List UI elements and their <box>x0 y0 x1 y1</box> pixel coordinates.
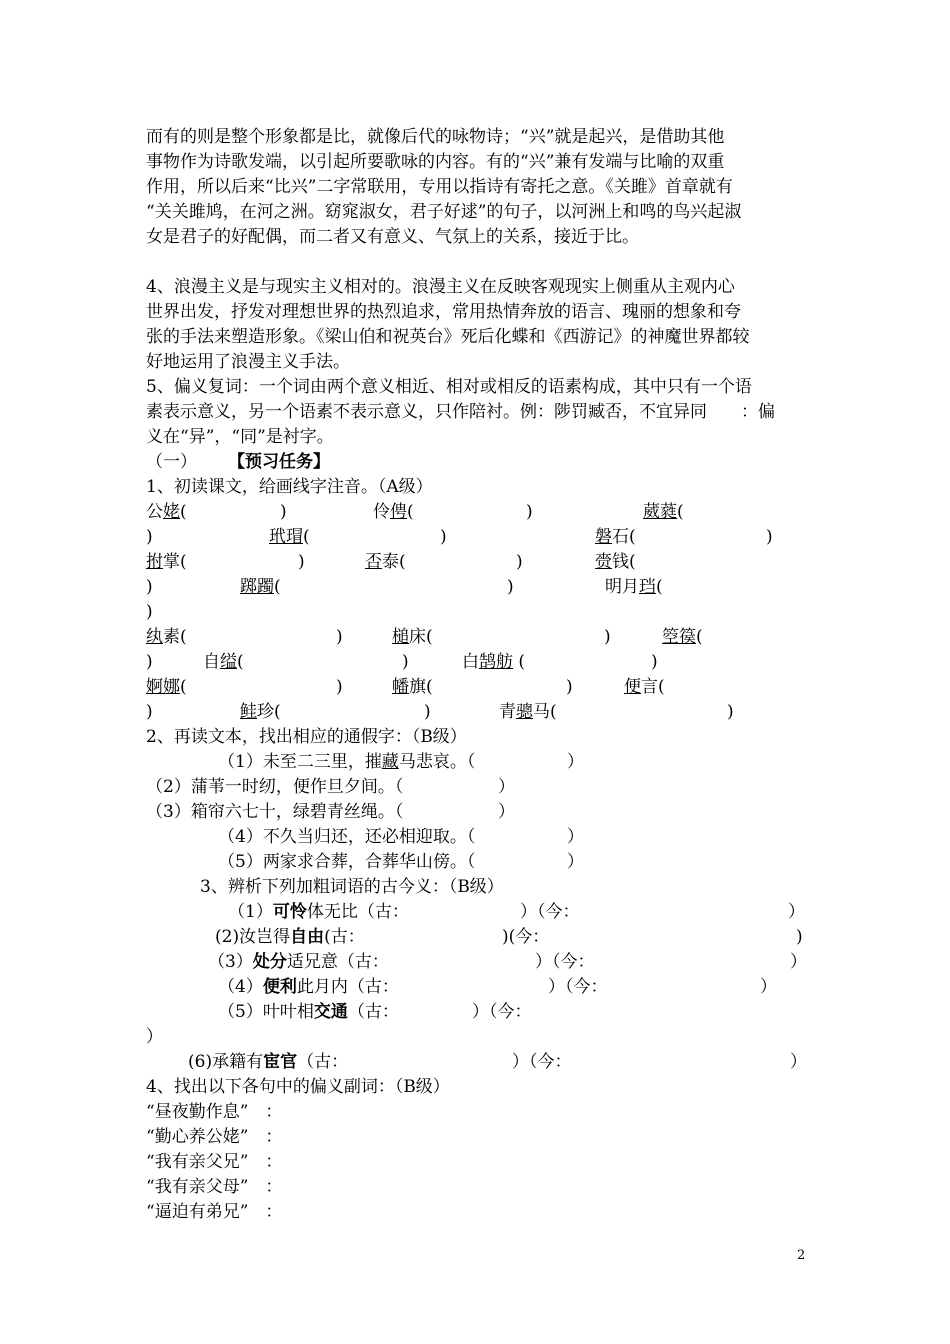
pinyin-close: ) <box>516 552 523 572</box>
question-heading: 4、找出以下各句中的偏义副词：（B级） <box>146 1077 450 1097</box>
pinyin-item: 伶俜( <box>373 502 414 522</box>
body-text-line: 5、偏义复词：一个词由两个意义相近、相对或相反的语素构成，其中只有一个语 <box>146 377 752 397</box>
body-text-line: 张的手法来塑造形象。《梁山伯和祝英台》死后化蝶和《西游记》的神魔世界都较 <box>146 327 750 347</box>
body-text-line: 4、浪漫主义是与现实主义相对的。浪漫主义在反映客观现实上侧重从主观内心 <box>146 277 735 297</box>
pinyin-item: 婀娜( <box>146 677 187 697</box>
pianyi-item: “勤心养公姥” ： <box>146 1127 283 1147</box>
body-text-line: 女是君子的好配偶，而二者又有意义、气氛上的关系，接近于比。 <box>146 227 639 247</box>
gujin-item: （1）可怜体无比（古： <box>228 902 409 922</box>
gujin-item: （4）便利此月内（古： <box>218 977 399 997</box>
gujin-item: (6)承籍有宦官（古： <box>188 1052 349 1072</box>
pinyin-item: 自缢( <box>203 652 244 672</box>
section-number: （一） <box>146 452 197 472</box>
pianyi-item: “我有亲父母” ： <box>146 1177 283 1197</box>
pinyin-item: 明月珰( <box>605 577 663 597</box>
gujin-close: ） <box>790 952 807 972</box>
pinyin-close: ) <box>336 627 343 647</box>
pinyin-item: 拊掌( <box>146 552 187 572</box>
pinyin-close: ) <box>766 527 773 547</box>
gujin-item: （5）叶叶相交通（古： <box>218 1002 399 1022</box>
pinyin-close: ) <box>146 702 153 722</box>
pianyi-item: “昼夜勤作息” ： <box>146 1102 283 1122</box>
tongjia-close: ） <box>498 802 515 822</box>
tongjia-item: （1）未至二三里，摧藏马悲哀。（ <box>218 752 476 772</box>
pinyin-item: 白鹄舫 ( <box>462 652 526 672</box>
pinyin-item: 纨素( <box>146 627 187 647</box>
pinyin-close: ) <box>440 527 447 547</box>
pinyin-close: ) <box>526 502 533 522</box>
pinyin-close: ) <box>146 602 153 622</box>
question-heading: 2、再读文本，找出相应的通假字：（B级） <box>146 727 467 747</box>
gujin-item: (2)汝岂得自由(古： <box>215 927 365 947</box>
pinyin-item: 公姥( <box>146 502 187 522</box>
pinyin-close: ) <box>566 677 573 697</box>
pinyin-item: 便言( <box>624 677 665 697</box>
body-text-line: 好地运用了浪漫主义手法。 <box>146 352 350 372</box>
pianyi-item: “逼迫有弟兄” ： <box>146 1202 283 1222</box>
pinyin-item: 幡旗( <box>392 677 433 697</box>
body-text-line: “关关雎鸠，在河之洲。窈窕淑女，君子好逑”的句子，以河洲上和鸣的鸟兴起淑 <box>146 202 742 222</box>
pinyin-close: ) <box>507 577 514 597</box>
pinyin-close: ) <box>146 652 153 672</box>
pinyin-close: ) <box>336 677 343 697</box>
body-text-line: 作用，所以后来“比兴”二字常联用，专用以指诗有寄托之意。《关雎》首章就有 <box>146 177 733 197</box>
body-text-line: 而有的则是整个形象都是比，就像后代的咏物诗；“兴”就是起兴，是借助其他 <box>146 127 725 147</box>
pinyin-item: 踯躅( <box>240 577 281 597</box>
gujin-close: ） <box>146 1027 163 1047</box>
gujin-close: ) <box>796 927 803 947</box>
gujin-close: ） <box>788 902 805 922</box>
gujin-item: ）（今： <box>535 952 595 972</box>
pinyin-item: 葳蕤( <box>643 502 684 522</box>
gujin-item: （3）处分适兄意（古： <box>208 952 389 972</box>
gujin-item: ）（今： <box>512 1052 572 1072</box>
question-heading: 3、辨析下列加粗词语的古今义：（B级） <box>200 877 504 897</box>
pinyin-close: ) <box>402 652 409 672</box>
tongjia-item: （3）箱帘六七十，绿碧青丝绳。（ <box>146 802 404 822</box>
gujin-item: ）（今： <box>520 902 580 922</box>
gujin-close: ） <box>760 977 777 997</box>
pinyin-item: 玳瑁( <box>269 527 310 547</box>
pinyin-item: 青骢马( <box>499 702 557 722</box>
gujin-item: ）（今： <box>472 1002 532 1022</box>
pinyin-close: ) <box>651 652 658 672</box>
question-heading: 1、初读课文，给画线字注音。（A级） <box>146 477 433 497</box>
pinyin-close: ) <box>146 527 153 547</box>
pinyin-close: ) <box>424 702 431 722</box>
gujin-item: ）（今： <box>548 977 608 997</box>
gujin-close: ） <box>790 1052 807 1072</box>
pinyin-item: 槌床( <box>392 627 433 647</box>
body-text-line: 素表示意义，另一个语素不表示意义，只作陪衬。例：陟罚臧否，不宜异同 ：偏 <box>146 402 775 422</box>
tongjia-item: （5）两家求合葬，合葬华山傍。（ <box>218 852 476 872</box>
pinyin-close: ) <box>146 577 153 597</box>
pinyin-item: 鲑珍( <box>240 702 281 722</box>
pinyin-item: 磐石( <box>595 527 636 547</box>
pinyin-item: 赍钱( <box>595 552 636 572</box>
tongjia-close: ） <box>567 852 584 872</box>
pinyin-close: ) <box>280 502 287 522</box>
tongjia-close: ） <box>567 752 584 772</box>
tongjia-item: （4）不久当归还，还必相迎取。（ <box>218 827 476 847</box>
pinyin-close: ) <box>727 702 734 722</box>
section-title: 【预习任务】 <box>228 452 330 472</box>
pinyin-close: ) <box>604 627 611 647</box>
tongjia-close: ） <box>498 777 515 797</box>
body-text-line: 义在“异”，“同”是衬字。 <box>146 427 334 447</box>
pianyi-item: “我有亲父兄” ： <box>146 1152 283 1172</box>
body-text-line: 事物作为诗歌发端，以引起所要歌咏的内容。有的“兴”兼有发端与比喻的双重 <box>146 152 725 172</box>
pinyin-close: ) <box>298 552 305 572</box>
tongjia-close: ） <box>567 827 584 847</box>
pinyin-item: 否泰( <box>365 552 406 572</box>
gujin-item: )(今： <box>502 927 550 947</box>
tongjia-item: （2）蒲苇一时纫，便作旦夕间。（ <box>146 777 404 797</box>
page-number: 2 <box>797 1248 806 1263</box>
pinyin-item: 箜篌( <box>662 627 703 647</box>
body-text-line: 世界出发，抒发对理想世界的热烈追求，常用热情奔放的语言、瑰丽的想象和夸 <box>146 302 741 322</box>
